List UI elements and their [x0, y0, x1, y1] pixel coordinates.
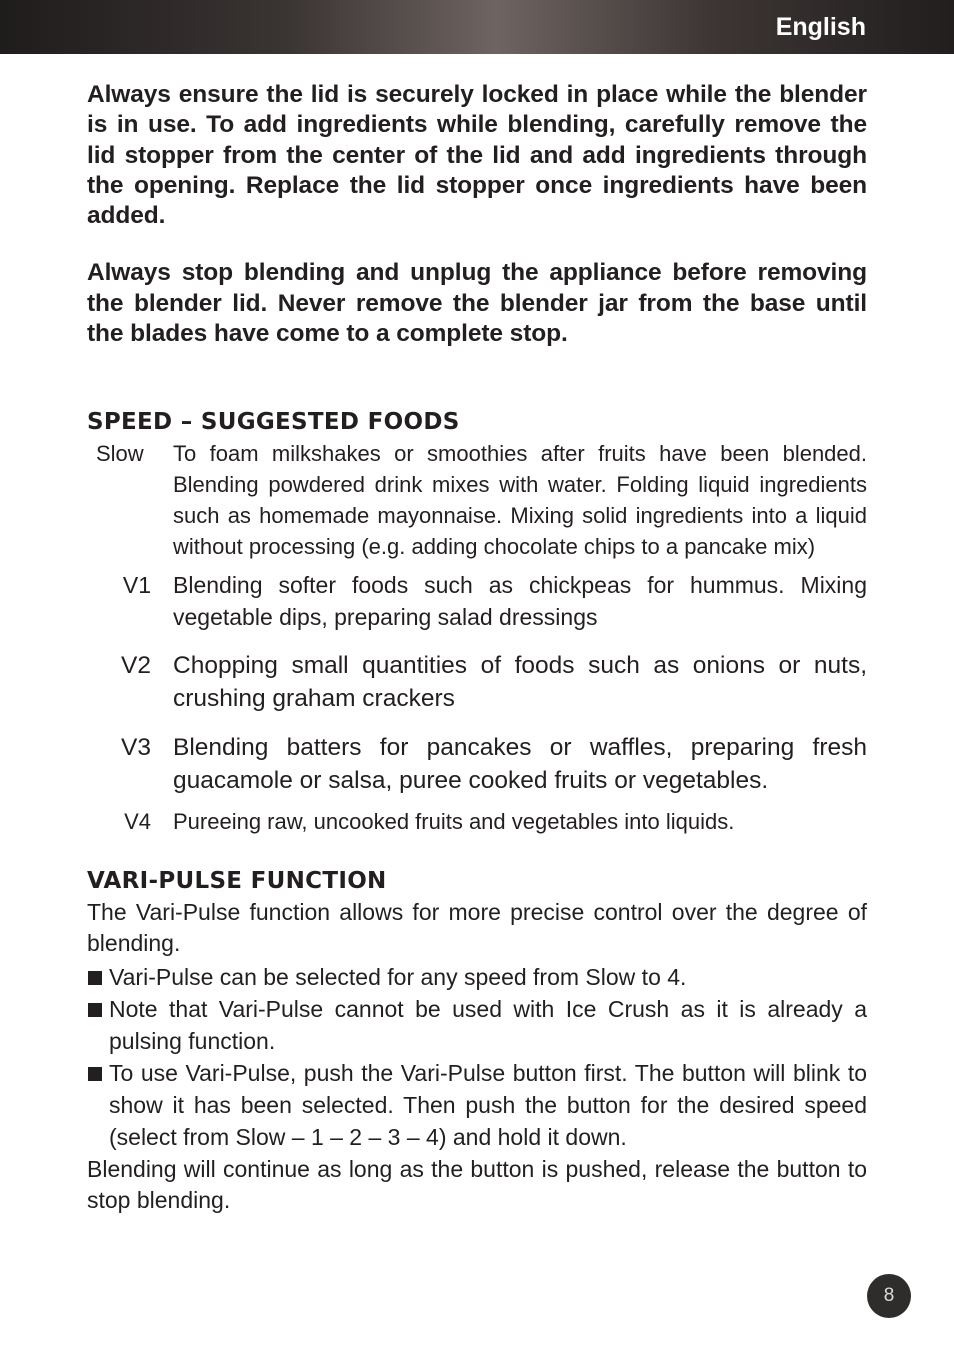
page-number: 8	[867, 1274, 911, 1318]
list-item	[87, 1057, 867, 1153]
speed-description: Blending softer foods such as chickpeas for hummus. Mixing vegetable dips, preparing salad dressings	[173, 572, 867, 630]
square-bullet-icon	[88, 971, 102, 985]
speed-heading: SPEED – SUGGESTED FOODS	[87, 409, 460, 436]
speed-label: V1	[122, 572, 151, 599]
speed-label: V4	[124, 809, 151, 835]
bullet-text: Note that Vari-Pulse cannot be used with Ice Crush as it is already a pulsing function.	[109, 996, 867, 1055]
speed-row-v1	[87, 570, 867, 633]
square-bullet-icon	[88, 1067, 102, 1081]
unplug-warning: Always stop blending and unplug the appliance before removing the blender lid. Never remove the blender jar from the base until the blades have come to a complete stop.	[87, 259, 867, 348]
language-label: English	[775, 13, 866, 41]
speed-label: V3	[121, 734, 151, 762]
speed-row-v4	[87, 807, 867, 837]
square-bullet-icon	[88, 1003, 102, 1017]
speed-row-v3	[87, 731, 867, 797]
vari-pulse-heading: VARI-PULSE FUNCTION	[87, 868, 387, 895]
list-item	[87, 961, 867, 993]
list-item	[87, 993, 867, 1057]
vari-pulse-intro: The Vari-Pulse function allows for more precise control over the degree of blending.	[87, 899, 867, 957]
speed-label: V2	[121, 652, 151, 680]
page-content	[87, 80, 867, 1216]
speed-description: Pureeing raw, uncooked fruits and vegetables into liquids.	[173, 809, 735, 835]
speed-row-v2	[87, 649, 867, 715]
bullet-text: Vari-Pulse can be selected for any speed from Slow to 4.	[109, 964, 687, 991]
speed-list	[87, 438, 867, 837]
speed-description: To foam milkshakes or smoothies after fruits have been blended. Blending powdered drink mixes with water. Folding liquid ingredients such as homemade mayonnaise. Mixing solid ingredients into a liquid without processing (e.g. adding chocolate chips to a pancake mix)	[173, 441, 867, 560]
speed-row-slow	[87, 438, 867, 562]
speed-description: Chopping small quantities of foods such as onions or nuts, crushing graham crackers	[173, 652, 867, 713]
lid-warning: Always ensure the lid is securely locked in place while the blender is in use. To add ingredients while blending, carefully remove the lid stopper from the center of the lid and add ingredients through the opening. Replace the lid stopper once ingredients have been added.	[87, 81, 867, 230]
vari-pulse-outro: Blending will continue as long as the button is pushed, release the button to stop blending.	[87, 1156, 867, 1214]
bullet-text: To use Vari-Pulse, push the Vari-Pulse button first. The button will blink to show it has been selected. Then push the button for the desired speed (select from Slow – 1 – 2 – 3 – 4) and hold it down.	[109, 1060, 867, 1151]
vari-pulse-bullet-list	[87, 961, 867, 1153]
speed-description: Blending batters for pancakes or waffles, preparing fresh guacamole or salsa, puree cooked fruits or vegetables.	[173, 734, 867, 795]
speed-label: Slow	[96, 441, 144, 467]
header-bar	[0, 0, 954, 54]
